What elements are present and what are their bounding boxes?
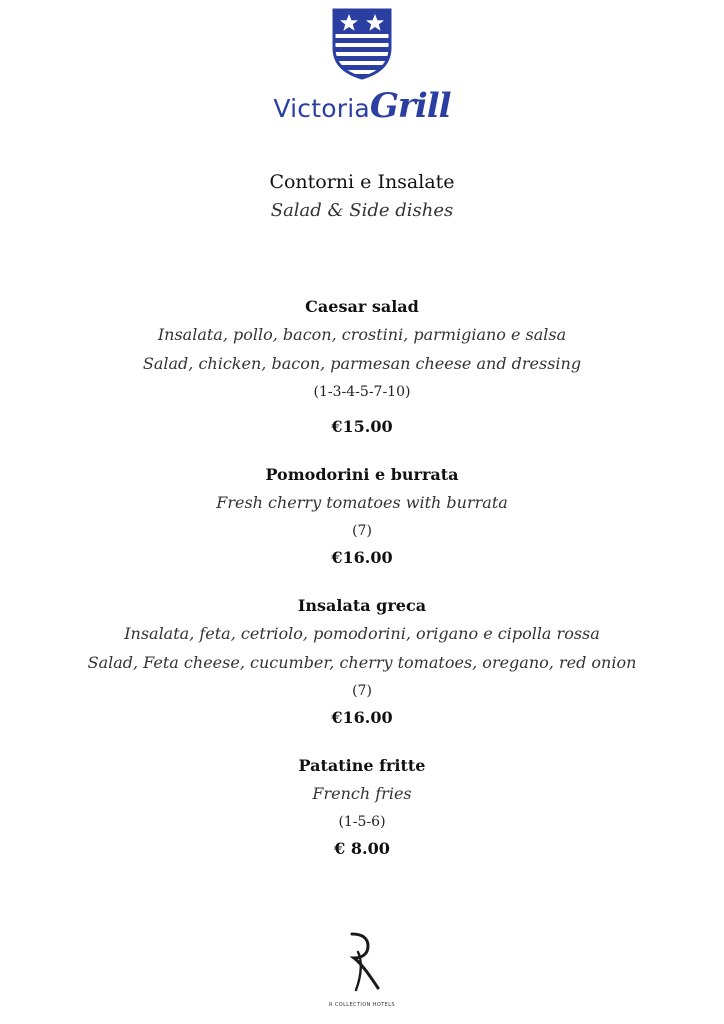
r-collection-logo-icon xyxy=(340,930,384,996)
item-allergens: (1-5-6) xyxy=(338,814,386,830)
item-description-it: Insalata, feta, cetriolo, pomodorini, origano e cipolla rossa xyxy=(124,624,600,643)
brand-wordmark xyxy=(0,86,724,126)
item-description-en: Salad, chicken, bacon, parmesan cheese and dressing xyxy=(142,354,582,373)
menu-item-pomodorini-burrata xyxy=(0,462,724,571)
header-logo xyxy=(0,8,724,126)
section-subtitle: Salad & Side dishes xyxy=(270,200,454,221)
section-title: Contorni e Insalate xyxy=(269,171,455,193)
item-price: €16.00 xyxy=(331,708,393,727)
brand-name-victoria: Victoria xyxy=(273,94,370,123)
item-price: €16.00 xyxy=(331,548,393,567)
footer-text: R COLLECTION HOTELS xyxy=(329,1002,395,1008)
item-price: €15.00 xyxy=(331,417,393,436)
item-name: Caesar salad xyxy=(305,297,419,316)
footer-logo xyxy=(0,930,724,1008)
item-name: Patatine fritte xyxy=(298,756,426,775)
item-name: Pomodorini e burrata xyxy=(265,465,459,484)
item-name: Insalata greca xyxy=(297,596,427,615)
shield-logo-icon xyxy=(332,8,392,80)
item-allergens: (7) xyxy=(352,523,372,539)
item-price: € 8.00 xyxy=(334,839,390,858)
item-allergens: (7) xyxy=(352,683,372,699)
menu-item-insalata-greca xyxy=(0,593,724,731)
menu-items xyxy=(0,294,724,862)
menu-item-patatine-fritte xyxy=(0,753,724,862)
item-allergens: (1-3-4-5-7-10) xyxy=(313,384,411,400)
item-description-it: Insalata, pollo, bacon, crostini, parmigiano e salsa xyxy=(157,325,567,344)
menu-item-caesar-salad xyxy=(0,294,724,440)
item-description-en: French fries xyxy=(312,784,412,803)
item-description-en: Fresh cherry tomatoes with burrata xyxy=(216,493,508,512)
brand-name-grill: Grill xyxy=(369,86,451,126)
menu-content xyxy=(0,168,724,862)
item-description-en: Salad, Feta cheese, cucumber, cherry tomatoes, oregano, red onion xyxy=(87,653,637,672)
